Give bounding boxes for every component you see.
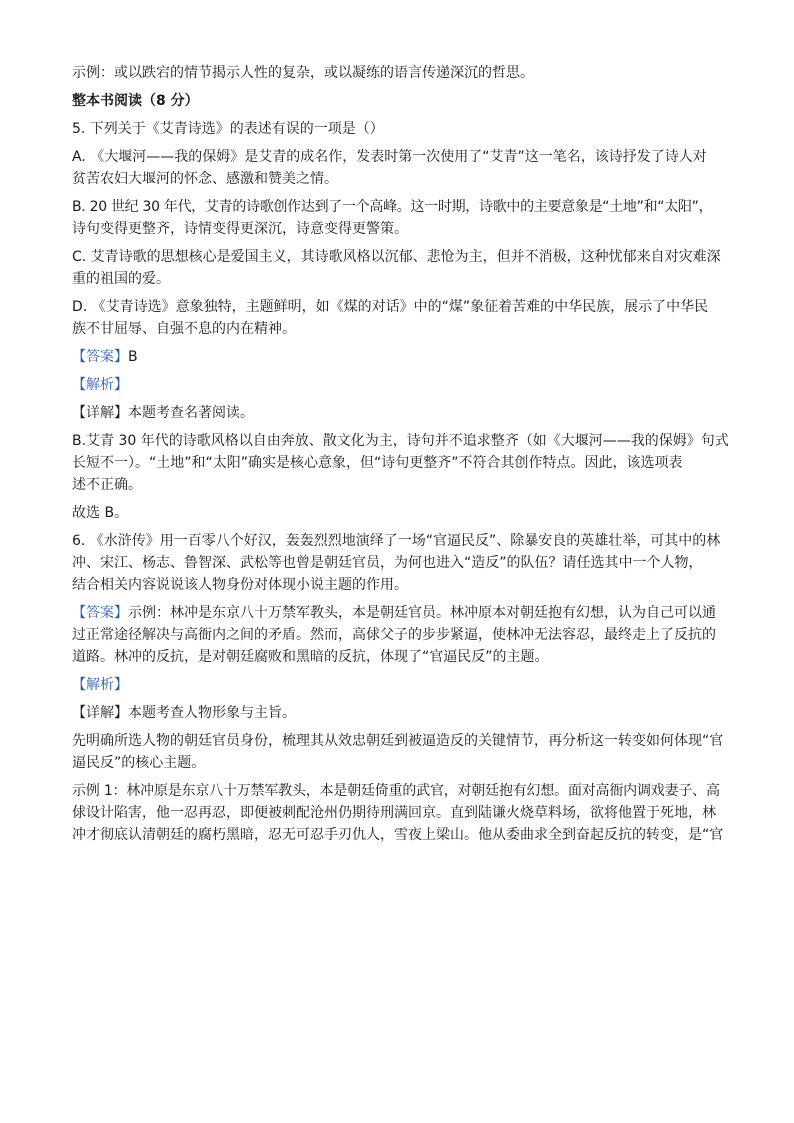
section-title: 整本书阅读（8 分）: [72, 93, 199, 109]
q6-example-line1: 示例 1：林冲原是东京八十万禁军教头，本是朝廷倚重的武官，对朝廷抱有幻想。面对高衙内调戏妻子、高: [72, 783, 720, 799]
option-b-line1: B. 20 世纪 30 年代，艾青的诗歌创作达到了一个高峰。这一时期，诗歌中的主要意象是“土地”和“太阳”，: [72, 199, 713, 215]
option-c-line2: 重的祖国的爱。: [72, 271, 170, 287]
q5-explain-line1: B.艾青 30 年代的诗歌风格以自由奔放、散文化为主，诗句并不追求整齐（如《大堰河——我的保姆》句式: [72, 433, 729, 449]
option-d-line2: 族不甘屈辱、自强不息的内在精神。: [72, 321, 296, 337]
answer-value: B: [128, 349, 138, 365]
option-a-line1: A. 《大堰河——我的保姆》是艾青的成名作，发表时第一次使用了“艾青”这一笔名，该诗抒发了诗人对: [72, 149, 707, 165]
detail-tag: 【详解】: [72, 405, 128, 421]
analysis-tag: 【解析】: [72, 677, 128, 693]
detail-text: 本题考查人物形象与主旨。: [128, 705, 296, 721]
q5-detail: [72, 404, 724, 422]
q6-method-line1: 先明确所选人物的朝廷官员身份，梳理其从效忠朝廷到被逼造反的关键情节，再分析这一转变如何体现“官: [72, 733, 724, 749]
example-line: 示例：或以跌宕的情节揭示人性的复杂，或以凝练的语言传递深沉的哲思。: [72, 65, 534, 81]
answer-tag: 【答案】: [72, 349, 128, 365]
detail-tag: 【详解】: [72, 705, 128, 721]
q5-explain-line3: 述不正确。: [72, 477, 142, 493]
answer-tag: 【答案】: [72, 605, 128, 621]
q6-detail: [72, 704, 724, 722]
question-6-line1: 6. 《水浒传》用一百零八个好汉，轰轰烈烈地演绎了一场“官逼民反”、除暴安良的英雄壮举，可其中的林: [72, 533, 721, 549]
q6-example-line3: 冲才彻底认清朝廷的腐朽黑暗，忍无可忍手刃仇人，雪夜上梁山。他从委曲求全到奋起反抗的转变，是“官: [72, 827, 724, 843]
detail-text: 本题考查名著阅读。: [128, 405, 254, 421]
analysis-tag: 【解析】: [72, 377, 128, 393]
q6-answer-line1: [72, 604, 724, 622]
q5-conclusion: 故选 B。: [72, 505, 129, 521]
q6-method-line2: 逼民反”的核心主题。: [72, 755, 206, 771]
question-6-line2: 冲、宋江、杨志、鲁智深、武松等也曾是朝廷官员，为何也进入“造反”的队伍？请任选其中一个人物，: [72, 555, 703, 571]
q5-answer: [72, 348, 724, 366]
q5-explain-line2: 长短不一）。“土地”和“太阳”确实是核心意象，但“诗句更整齐”不符合其创作特点。因此，该选项表: [72, 455, 683, 471]
option-b-line2: 诗句变得更整齐，诗情变得更深沉，诗意变得更警策。: [72, 221, 408, 237]
option-c-line1: C. 艾青诗歌的思想核心是爱国主义，其诗歌风格以沉郁、悲怆为主，但并不消极，这种忧郁来自对灾难深: [72, 249, 721, 265]
option-a-line2: 贫苦农妇大堰河的怀念、感激和赞美之情。: [72, 171, 338, 187]
answer-text: 示例：林冲是东京八十万禁军教头，本是朝廷官员。林冲原本对朝廷抱有幻想，认为自己可以通: [128, 605, 716, 621]
q6-answer-line3: 道路。林冲的反抗，是对朝廷腐败和黑暗的反抗，体现了“官逼民反”的主题。: [72, 649, 549, 665]
q6-answer-line2: 过正常途径解决与高衙内之间的矛盾。然而，高俅父子的步步紧逼，使林冲无法容忍，最终走上了反抗的: [72, 627, 716, 643]
document-page: [72, 64, 729, 854]
question-5-stem: 5. 下列关于《艾青诗选》的表述有误的一项是（）: [72, 121, 384, 137]
question-6-line3: 结合相关内容说说该人物身份对体现小说主题的作用。: [72, 577, 408, 593]
q6-example-line2: 俅设计陷害，他一忍再忍，即便被刺配沧州仍期待刑满回京。直到陆谦火烧草料场，欲将他置于死地，林: [72, 805, 716, 821]
option-d-line1: D. 《艾青诗选》意象独特，主题鲜明，如《煤的对话》中的“煤”象征着苦难的中华民族，展示了中华民: [72, 299, 709, 315]
